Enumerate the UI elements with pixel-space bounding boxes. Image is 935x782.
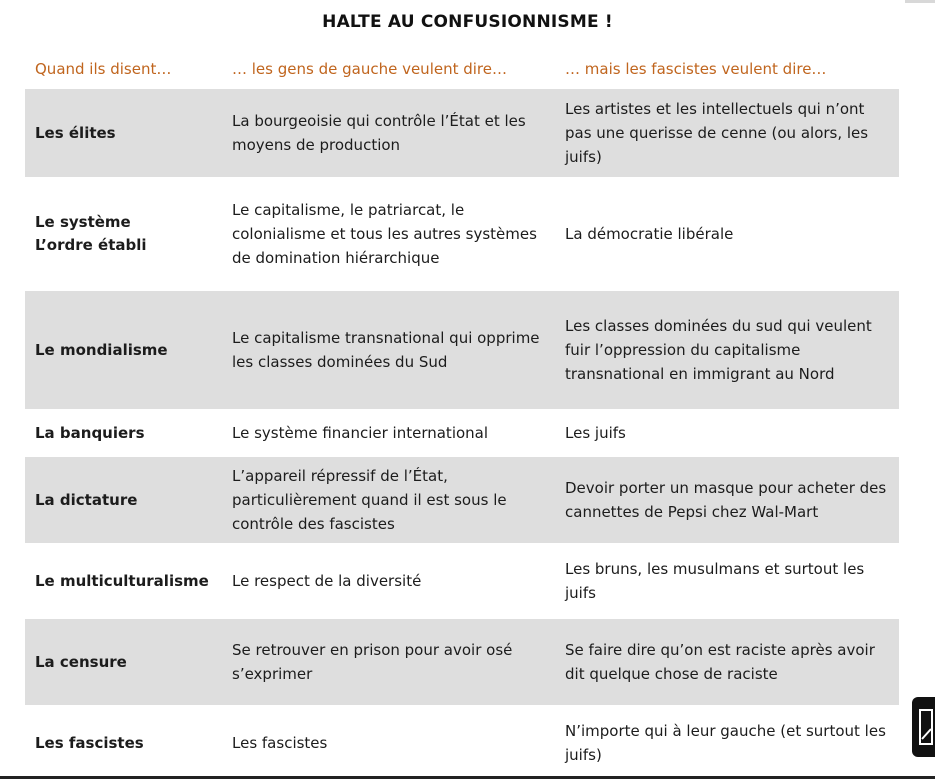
fascist-meaning-cell: Devoir porter un masque pour acheter des cannettes de Pepsi chez Wal-Mart xyxy=(565,479,887,521)
term-cell: Le mondialisme xyxy=(35,340,168,359)
term-cell: Les fascistes xyxy=(35,733,144,752)
left-meaning-cell: Se retrouver en prison pour avoir osé s’exprimer xyxy=(232,641,513,683)
left-meaning-cell: Le respect de la diversité xyxy=(232,572,422,590)
table-row xyxy=(25,291,899,409)
column-header-fascists: … mais les fascistes veulent dire… xyxy=(565,60,827,78)
comparison-table xyxy=(25,89,899,781)
term-cell: La banquiers xyxy=(35,423,145,442)
term-cell: La censure xyxy=(35,652,127,671)
table-row xyxy=(25,705,899,781)
table-row xyxy=(25,409,899,457)
fascist-meaning-cell: N’importe qui à leur gauche (et surtout les juifs) xyxy=(565,722,886,764)
fascist-meaning-cell: Les bruns, les musulmans et surtout les juifs xyxy=(565,560,865,602)
page-title: HALTE AU CONFUSIONNISME ! xyxy=(322,12,613,32)
fascist-meaning-cell: Se faire dire qu’on est raciste après avoir dit quelque chose de raciste xyxy=(565,641,875,683)
column-header-left: … les gens de gauche veulent dire… xyxy=(232,60,507,78)
fascist-meaning-cell: La démocratie libérale xyxy=(565,225,734,243)
term-cell: Le multiculturalisme xyxy=(35,571,209,590)
term-cell: Le système L’ordre établi xyxy=(35,213,147,254)
table-row xyxy=(25,177,899,291)
top-edge-bar xyxy=(905,0,935,3)
left-meaning-cell: Le capitalisme transnational qui opprime les classes dominées du Sud xyxy=(232,329,540,371)
term-cell: La dictature xyxy=(35,490,138,509)
bottom-border xyxy=(0,776,935,779)
table-row xyxy=(25,543,899,619)
table-row xyxy=(25,89,899,177)
term-cell: Les élites xyxy=(35,123,116,142)
fascist-meaning-cell: Les juifs xyxy=(565,424,626,442)
expand-button[interactable] xyxy=(912,697,935,757)
left-meaning-cell: Le capitalisme, le patriarcat, le colonialisme et tous les autres systèmes de domination hiérarchique xyxy=(232,201,537,267)
table-row xyxy=(25,619,899,705)
fascist-meaning-cell: Les artistes et les intellectuels qui n’ont pas une querisse de cenne (ou alors, les juifs) xyxy=(565,100,869,166)
fascist-meaning-cell: Les classes dominées du sud qui veulent fuir l’oppression du capitalisme transnational en immigrant au Nord xyxy=(565,317,872,383)
left-meaning-cell: Les fascistes xyxy=(232,734,328,752)
left-meaning-cell: L’appareil répressif de l’État, particulièrement quand il est sous le contrôle des fascistes xyxy=(232,467,507,533)
left-meaning-cell: Le système financier international xyxy=(232,424,489,442)
left-meaning-cell: La bourgeoisie qui contrôle l’État et les moyens de production xyxy=(232,112,526,154)
table-row xyxy=(25,457,899,543)
column-header-says: Quand ils disent… xyxy=(35,60,172,78)
